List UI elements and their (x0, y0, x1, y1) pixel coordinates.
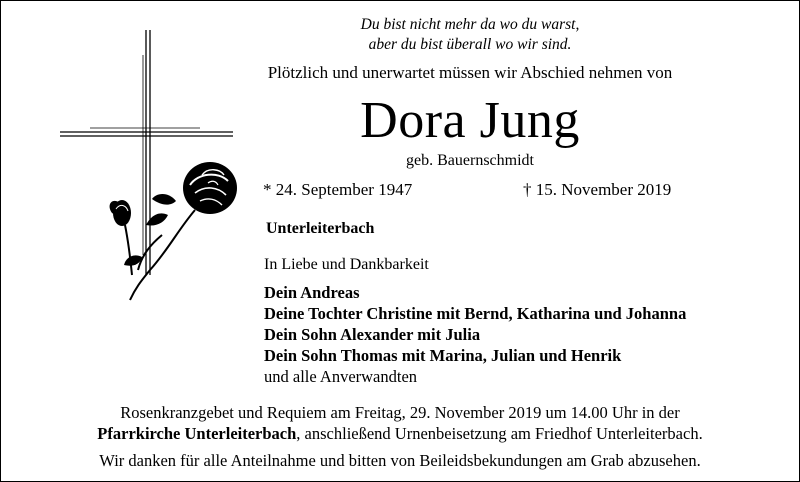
mourners-closing: und alle Anverwandten (264, 367, 418, 386)
quote-line-2: aber du bist überall wo wir sind. (368, 36, 572, 53)
thanks-line: Wir danken für alle Anteilnahme und bitten von Beileidsbekundungen am Grab abzusehen. (99, 451, 701, 470)
mourner-line: Dein Andreas (264, 283, 360, 302)
service-line-2 (0, 423, 800, 444)
residence-place: Unterleiterbach (266, 220, 375, 237)
quote-line-1: Du bist nicht mehr da wo du warst, (360, 16, 580, 33)
intro-text: Plötzlich und unerwartet müssen wir Abschied nehmen von (267, 63, 673, 82)
service-line-1: Rosenkranzgebet und Requiem am Freitag, 29. November 2019 um 14.00 Uhr in der (120, 403, 680, 422)
mourner-line: Dein Sohn Thomas mit Marina, Julian und Henrik (264, 346, 622, 365)
service-line-2-rest: , anschließend Urnenbeisetzung am Friedhof Unterleiterbach. (296, 424, 703, 443)
mourners-intro: In Liebe und Dankbarkeit (264, 256, 429, 273)
mourner-line: Dein Sohn Alexander mit Julia (264, 325, 481, 344)
deceased-name: Dora Jung (360, 92, 580, 149)
church-name: Pfarrkirche Unterleiterbach (97, 424, 297, 443)
mourner-line: Deine Tochter Christine mit Bernd, Katharina und Johanna (264, 304, 687, 323)
birth-name: geb. Bauernschmidt (406, 152, 534, 169)
death-date: † 15. November 2019 (523, 180, 672, 199)
birth-date: * 24. September 1947 (263, 180, 413, 199)
